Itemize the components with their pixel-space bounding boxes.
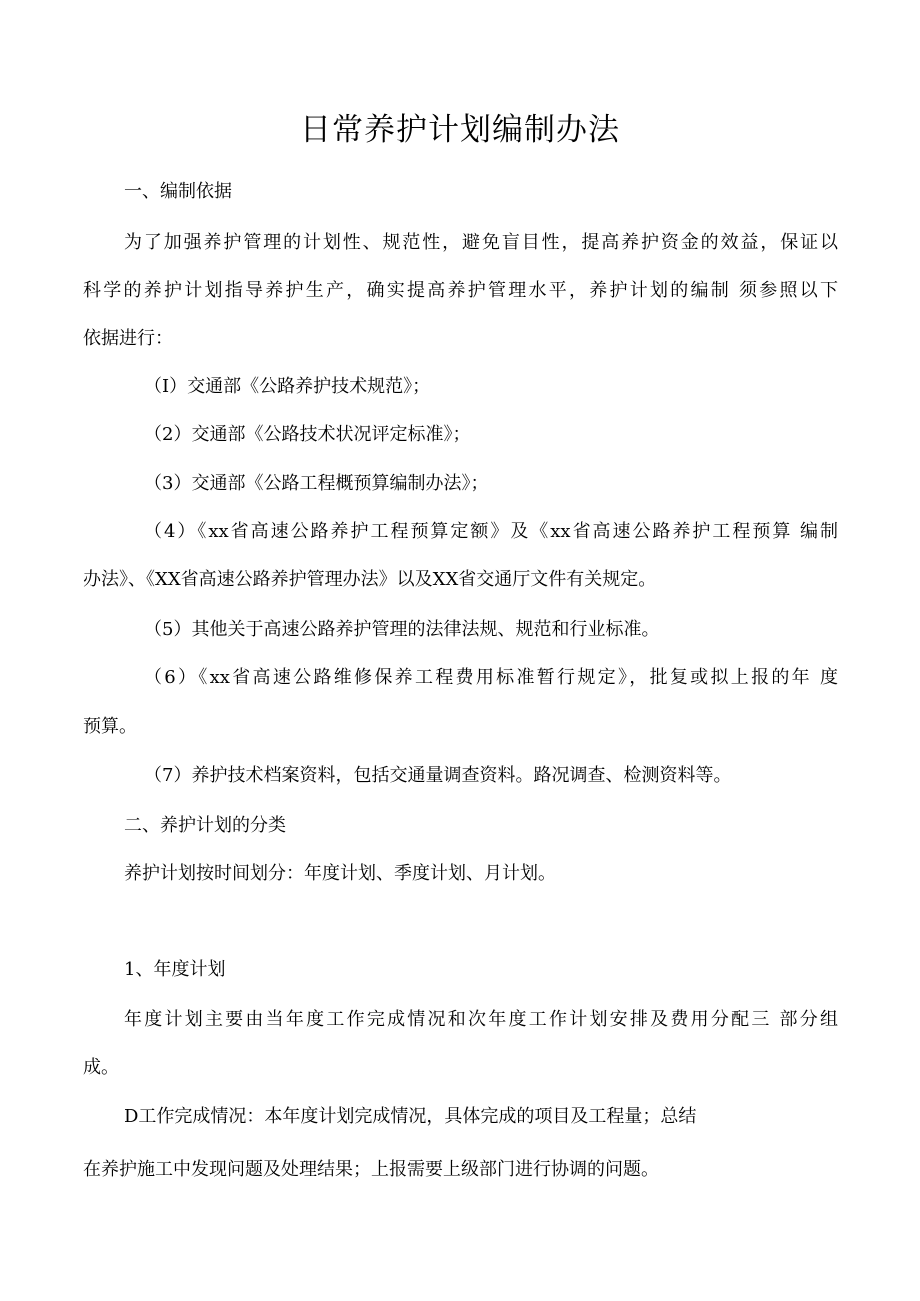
list-item-2: （2）交通部《公路技术状况评定标准》； bbox=[144, 424, 471, 445]
list-item-4-line-2: 办法》、《XX省高速公路养护管理办法》以及XX省交通厅文件有关规定。 bbox=[83, 569, 657, 590]
list-item-1: （I）交通部《公路养护技术规范》； bbox=[144, 376, 431, 397]
section-heading-basis: 一、编制依据 bbox=[124, 181, 232, 202]
document-title: 日常养护计划编制办法 bbox=[300, 112, 620, 148]
work-completion-line-1: D工作完成情况：本年度计划完成情况，具体完成的项目及工程量；总结 bbox=[124, 1106, 697, 1127]
intro-paragraph-line-1: 为了加强养护管理的计划性、规范性，避免盲目性，提高养护资金的效益，保证以 bbox=[124, 232, 838, 253]
classification-text: 养护计划按时间划分：年度计划、季度计划、月计划。 bbox=[124, 863, 556, 884]
list-item-4-line-1: （4）《xx省高速公路养护工程预算定额》及《xx省高速公路养护工程预算 编制 bbox=[144, 521, 838, 542]
section-heading-classification: 二、养护计划的分类 bbox=[124, 815, 286, 836]
annual-plan-line-2: 成。 bbox=[83, 1057, 119, 1078]
list-item-7: （7）养护技术档案资料，包括交通量调查资料。路况调查、检测资料等。 bbox=[144, 765, 732, 786]
list-item-6-line-2: 预算。 bbox=[83, 716, 137, 737]
work-completion-line-2: 在养护施工中发现问题及处理结果；上报需要上级部门进行协调的问题。 bbox=[83, 1159, 659, 1180]
list-item-5: （5）其他关于高速公路养护管理的法律法规、规范和行业标准。 bbox=[144, 619, 660, 640]
list-item-6-line-1: （6）《xx省高速公路维修保养工程费用标准暂行规定》，批复或拟上报的年 度 bbox=[144, 667, 838, 688]
intro-paragraph-line-2: 科学的养护计划指导养护生产，确实提高养护管理水平，养护计划的编制 须参照以下 bbox=[83, 280, 838, 301]
intro-paragraph-line-3: 依据进行： bbox=[83, 328, 173, 349]
subsection-heading-annual-plan: 1、年度计划 bbox=[124, 959, 226, 980]
annual-plan-line-1: 年度计划主要由当年度工作完成情况和次年度工作计划安排及费用分配三 部分组 bbox=[124, 1009, 838, 1030]
list-item-3: （3）交通部《公路工程概预算编制办法》； bbox=[144, 473, 489, 494]
